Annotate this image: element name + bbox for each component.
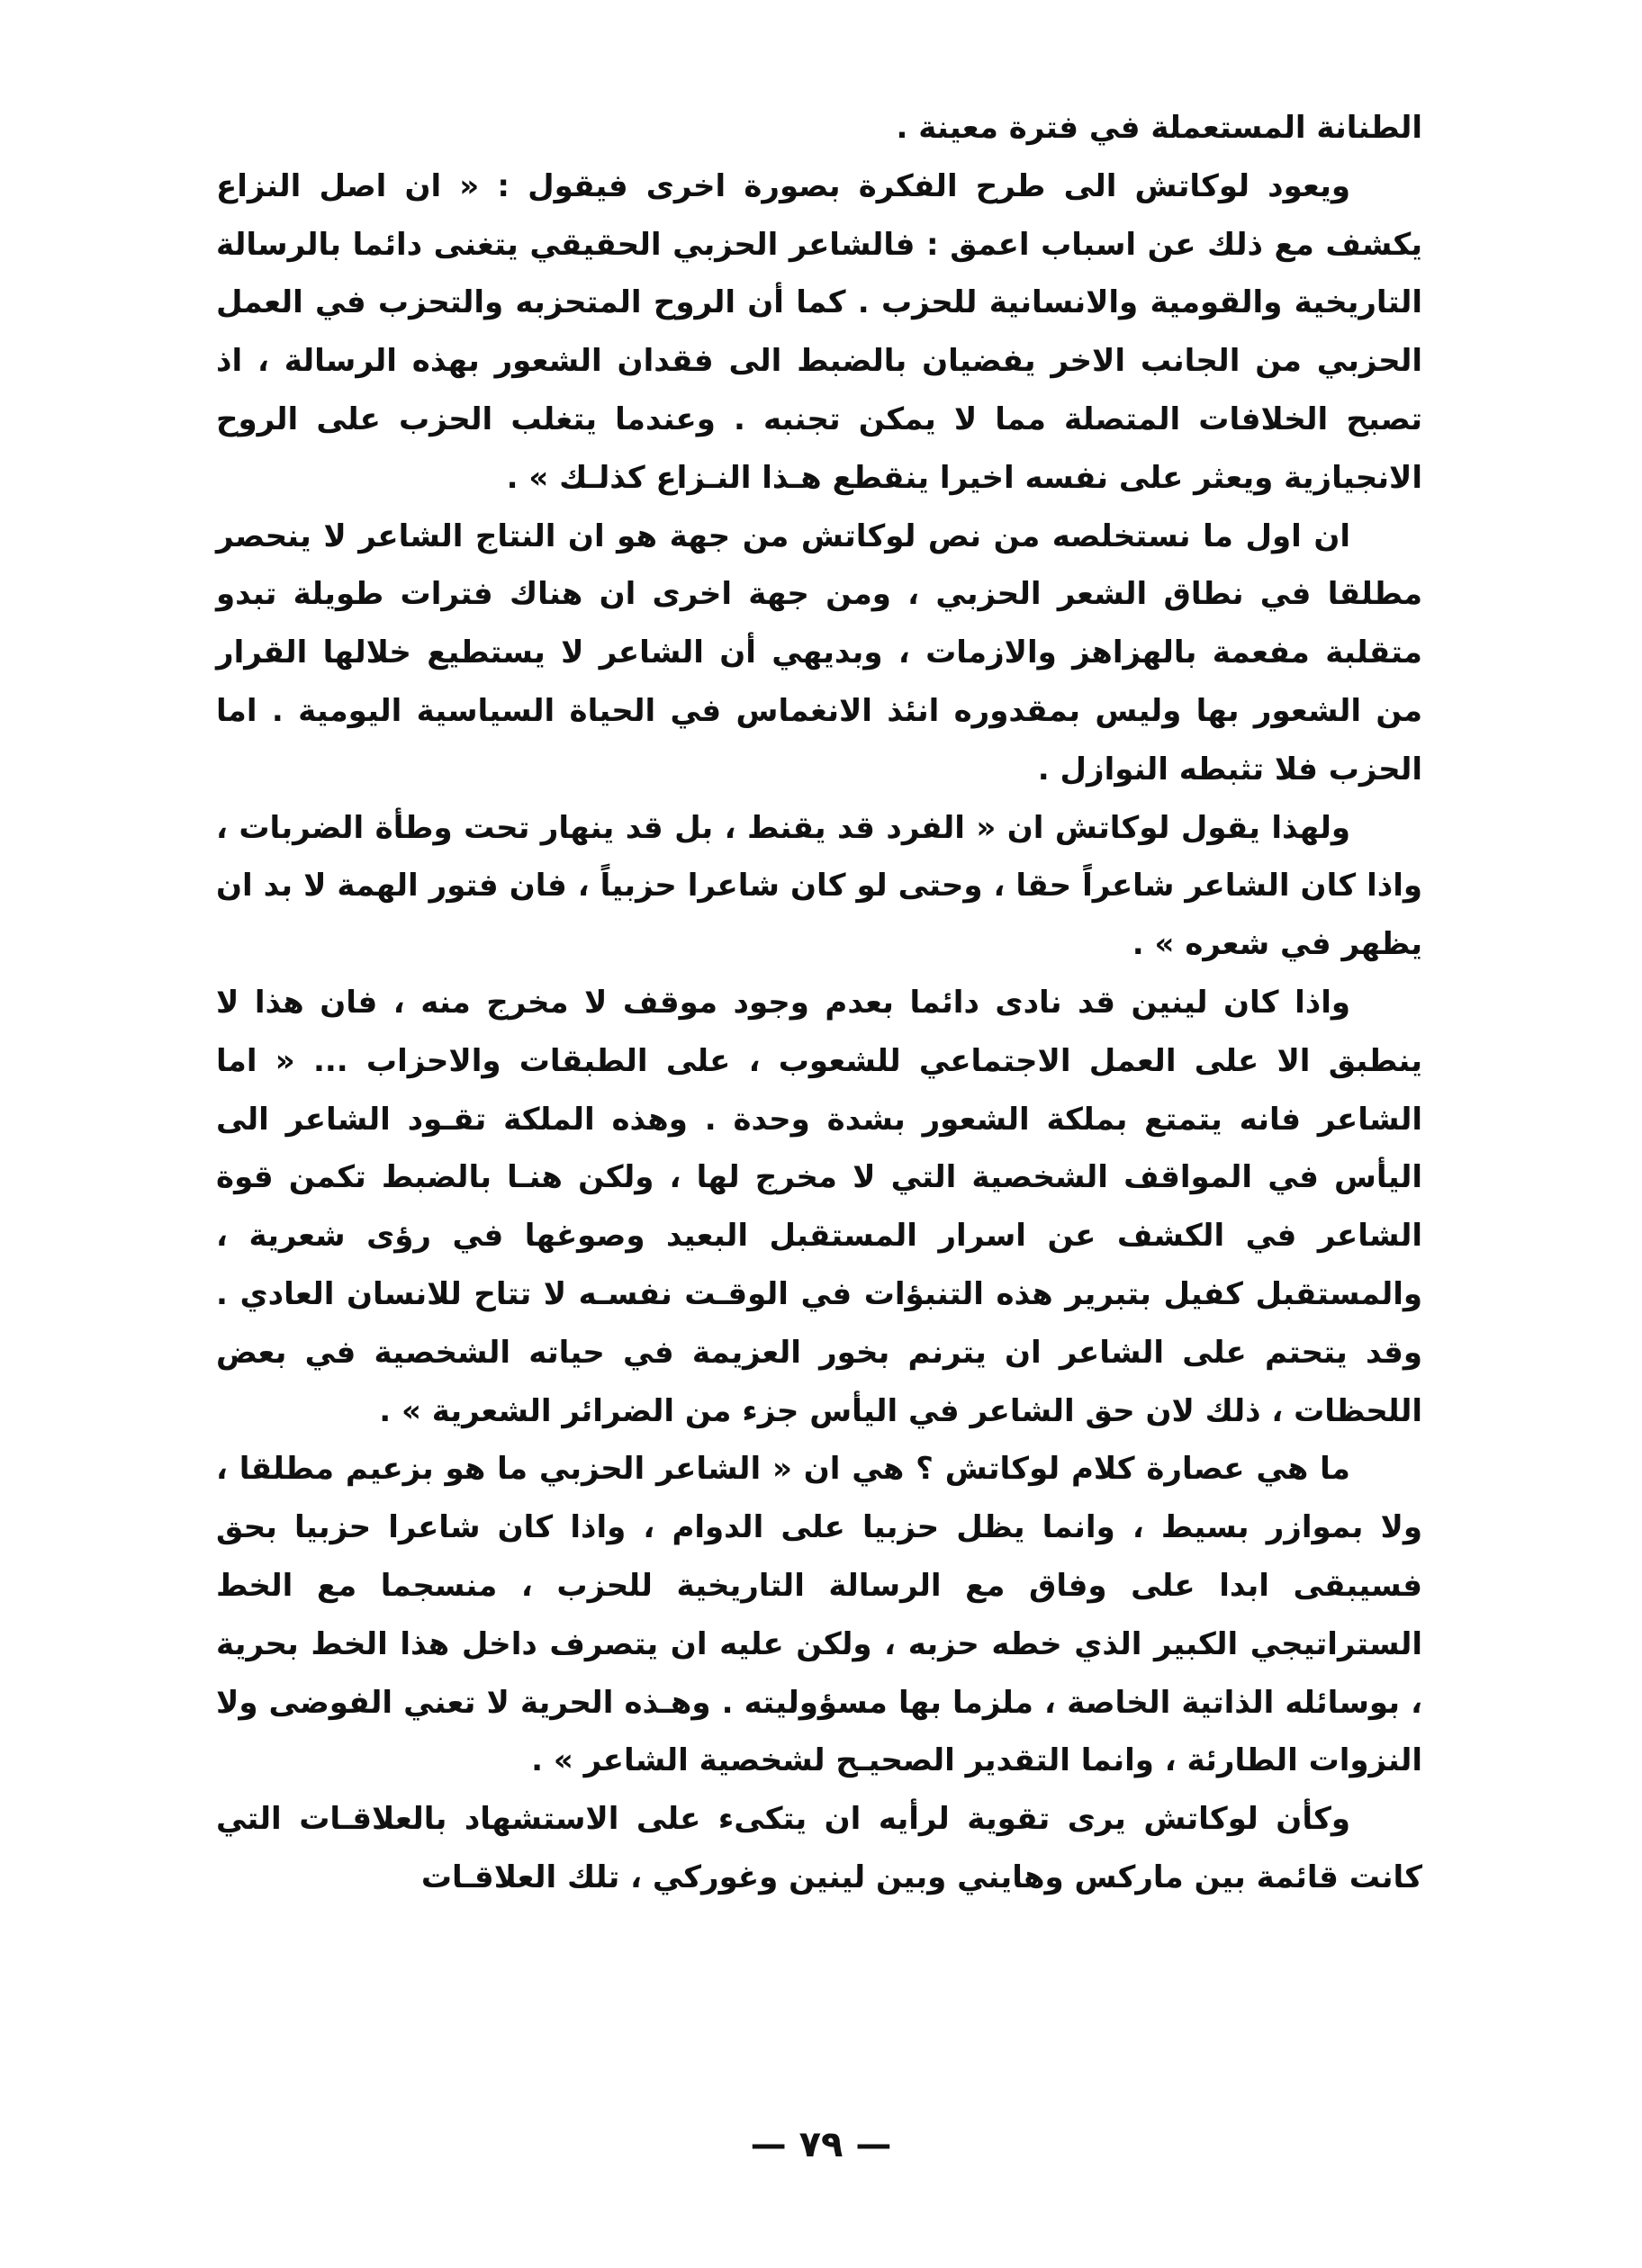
page-number: — ٧٩ — — [750, 2124, 892, 2165]
paragraph: ولهذا يقول لوكاتش ان « الفرد قد يقنط ، بل قد ينهار تحت وطأة الضربات ، واذا كان الشاعر شاعراً حقا ، وحتى لو كان شاعرا حزبياً ، فان فتور الهمة لا بد ان يظهر في شعره » . — [216, 809, 1422, 963]
paragraph: ان اول ما نستخلصه من نص لوكاتش من جهة هو ان النتاج الشاعر لا ينحصر مطلقا في نطاق الشعر الحزبي ، ومن جهة اخرى ان هناك فترات طويلة تبدو متقلبة مفعمة بالهزاهز والازمات ، وبديهي أن الشاعر لا يستطيع خلالها القرار من الشعور بها وليس بمقدوره انئذ الانغماس في الحياة السياسية اليومية . اما الحزب فلا تثبطه النوازل . — [216, 518, 1422, 788]
paragraph: واذا كان لينين قد نادى دائما بعدم وجود موقف لا مخرج منه ، فان هذا لا ينطبق الا على العمل الاجتماعي للشعوب ، على الطبقات والاحزاب ... « اما الشاعر فانه يتمتع بملكة الشعور بشدة وحدة . وهذه الملكة تقـود الشاعر الى اليأس في المواقف الشخصية التي لا مخرج لها ، ولكن هنـا بالضبط تكمن قوة الشاعر في الكشف عن اسرار المستقبل البعيد وصوغها في رؤى شعرية ، والمستقبل كفيل بتبرير هذه التنبؤات في الوقـت نفسـه لا تتاح للانسان العادي . وقد يتحتم على الشاعر ان يترنم بخور العزيمة في حياته الشخصية في بعض اللحظات ، ذلك لان حق الشاعر في اليأس جزء من الضرائر الشعرية » . — [216, 984, 1422, 1429]
body-text — [216, 99, 1422, 1907]
paragraph: ويعود لوكاتش الى طرح الفكرة بصورة اخرى فيقول : « ان اصل النزاع يكشف مع ذلك عن اسباب اعمق : فالشاعر الحزبي الحقيقي يتغنى دائما بالرسالة التاريخية والقومية والانسانية للحزب . كما أن الروح المتحزبه والتحزب في العمل الحزبي من الجانب الاخر يفضيان بالضبط الى فقدان الشعور بهذه الرسالة ، اذ تصبح الخلافات المتصلة مما لا يمكن تجنبه . وعندما يتغلب الحزب على الروح الانجيازية ويعثر على نفسه اخيرا ينقطع هـذا النـزاع كذلـك » . — [216, 167, 1422, 496]
paragraph: وكأن لوكاتش يرى تقوية لرأيه ان يتكىء على الاستشهاد بالعلاقـات التي كانت قائمة بين ماركس وهايني وبين لينين وغوركي ، تلك العلاقـات — [216, 1801, 1422, 1895]
paragraph: ما هي عصارة كلام لوكاتش ؟ هي ان « الشاعر الحزبي ما هو بزعيم مطلقا ، ولا بموازر بسيط ، وانما يظل حزبيا على الدوام ، واذا كان شاعرا حزبيا بحق فسيبقى ابدا على وفاق مع الرسالة التاريخية للحزب ، منسجما مع الخط الستراتيجي الكبير الذي خطه حزبه ، ولكن عليه ان يتصرف داخل هذا الخط بحرية ، بوسائله الذاتية الخاصة ، ملزما بها مسؤوليته . وهـذه الحرية لا تعني الفوضى ولا النزوات الطارئة ، وانما التقدير الصحيـح لشخصية الشاعر » . — [216, 1451, 1422, 1779]
paragraph: الطنانة المستعملة في فترة معينة . — [896, 110, 1422, 146]
